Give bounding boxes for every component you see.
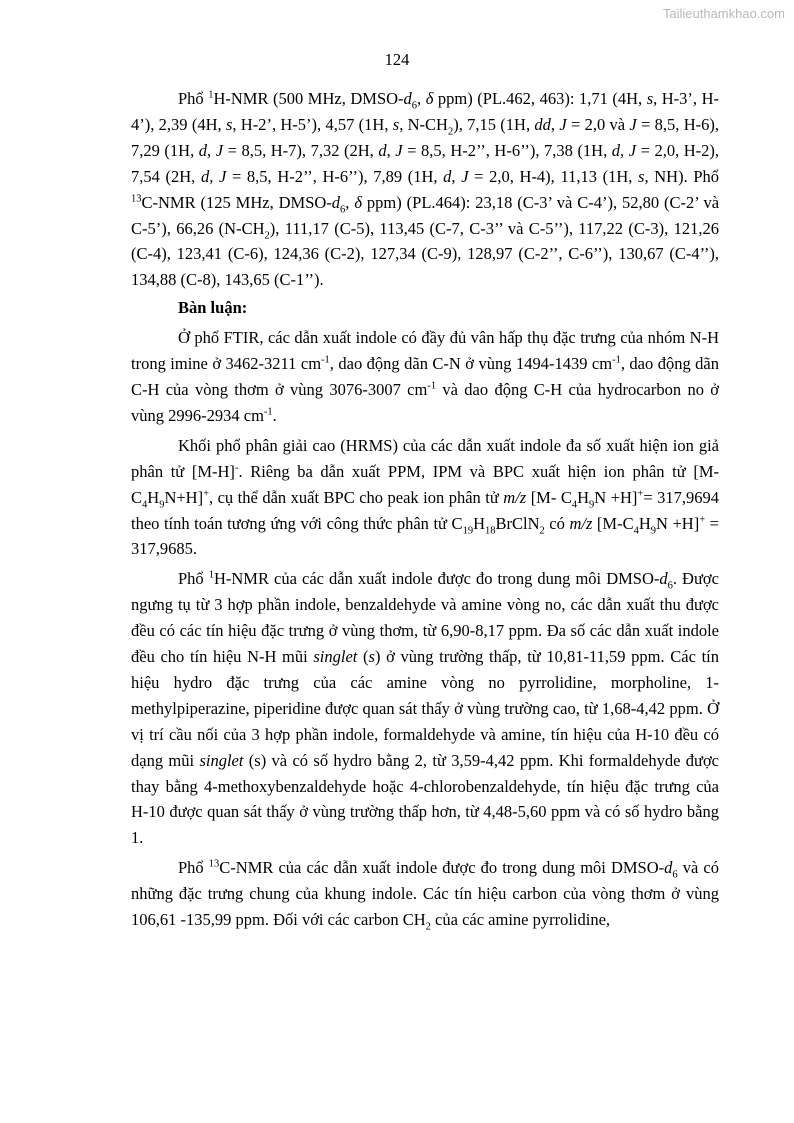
page-number: 124 <box>384 50 410 69</box>
hnmr-discussion-paragraph: Phổ $^1$H-NMR của các dẫn xuất indole được đo trong dung môi DMSO-$d_6$. Được ngưng tụ từ 3 hợp phần indole, benzaldehyde và amine vòng no, các dẫn xuất thu được đều có các tín hiệu đặc trưng ở vùng thơm, từ 6,90-8,17 ppm. Đa số các dẫn xuất indole đều cho tín hiệu N-H mũi singlet (s) ở vùng trường thấp, từ 10,81-11,59 ppm. Các tín hiệu hydro đặc trưng của các amine vòng no pyrrolidine, morpholine, 1-methylpiperazine, piperidine được quan sát thấy ở vùng trường cao, từ 1,68-4,42 ppm. Ở vị trí cầu nối của 3 hợp phần indole, formaldehyde và amine, tín hiệu của H-10 đều có dạng mũi singlet (s) và có số hydro bằng 2, từ 3,59-4,42 ppm. Khi formaldehyde được thay bằng 4-methoxybenzaldehyde hoặc 4-chlorobenzaldehyde, tín hiệu đặc trưng của H-10 được quan sát thấy ở vùng trường thấp hơn, từ 4,48-5,60 ppm và có số hydro bằng 1. <box>131 569 719 848</box>
watermark: Tailieuthamkhao.com <box>662 6 785 21</box>
ftir-paragraph: Ở phổ FTIR, các dẫn xuất indole có đầy đủ vân hấp thụ đặc trưng của nhóm N-H trong imine ở 3462-3211 $cm^{-1}$, dao động dãn C-N ở vùng 1494-1439 $cm^{-1}$, dao động dãn C-H của vòng thơm ở vùng 3076-3007 $cm^{-1}$ và dao động C-H của hydrocarbon no ở vùng 2996-2934 $cm^{-1}$. <box>131 328 719 425</box>
discussion-heading: Bàn luận: <box>178 298 248 318</box>
document-body <box>131 86 719 933</box>
hrms-paragraph: Khối phổ phân giải cao (HRMS) của các dẫn xuất indole đa số xuất hiện ion giả phân tử [M-H]-. Riêng ba dẫn xuất PPM, IPM và BPC xuất hiện ion phân tử $[M-C_4H_9N+H]^+$, cụ thể dẫn xuất BPC cho peak ion phân tử m/z [M- $C_4H_9N +H]^+= 317,9694$ theo tính toán tương ứng với công thức phân tử $C_{19}H_{18}BrClN_2$ có m/z $[M-C_4H_9N +H]^+ = 317,9685$. <box>131 435 719 559</box>
cnmr-discussion-paragraph: Phổ $^{13}$C-NMR của các dẫn xuất indole được đo trong dung môi DMSO-$d_6$ và có những đặc trưng chung của khung indole. Các tín hiệu carbon của vòng thơm ở vùng 106,61 -135,99 ppm. Đối với các carbon $CH_2$ của các amine pyrrolidine, <box>131 858 719 933</box>
hnmr-paragraph: Phổ $^1$H-NMR (500 MHz, DMSO-$d_6$, δ ppm) (PL.462, 463): 1,71 (4H, s, H-3’, H-4’), 2,39 (4H, s, H-2’, H-5’), 4,57 (1H, s, $N-CH_2$), 7,15 (1H, dd, J = 2,0 và J = 8,5, H-6), 7,29 (1H, d, J = 8,5, H-7), 7,32 (2H, d, J = 8,5, H-2’’, H-6’’), 7,38 (1H, d, J = 2,0, H-2), 7,54 (2H, d, J = 8,5, H-2’’, H-6’’), 7,89 (1H, d, J = 2,0, H-4), 11,13 (1H, s, NH). Phổ $^{13}$C-NMR (125 MHz, DMSO-$d_6$, δ ppm) (PL.464): 23,18 (C-3’ và C-4’), 52,80 (C-2’ và C-5’), 66,26 $(N-CH_2)$, 111,17 (C-5), 113,45 (C-7, C-3’’ và C-5’’), 117,22 (C-3), 121,26 (C-4), 123,41 (C-6), 124,36 (C-2), 127,34 (C-9), 128,97 (C-2’’, C-6’’), 130,67 (C-4’’), 134,88 (C-8), 143,65 (C-1’’). <box>131 89 720 290</box>
